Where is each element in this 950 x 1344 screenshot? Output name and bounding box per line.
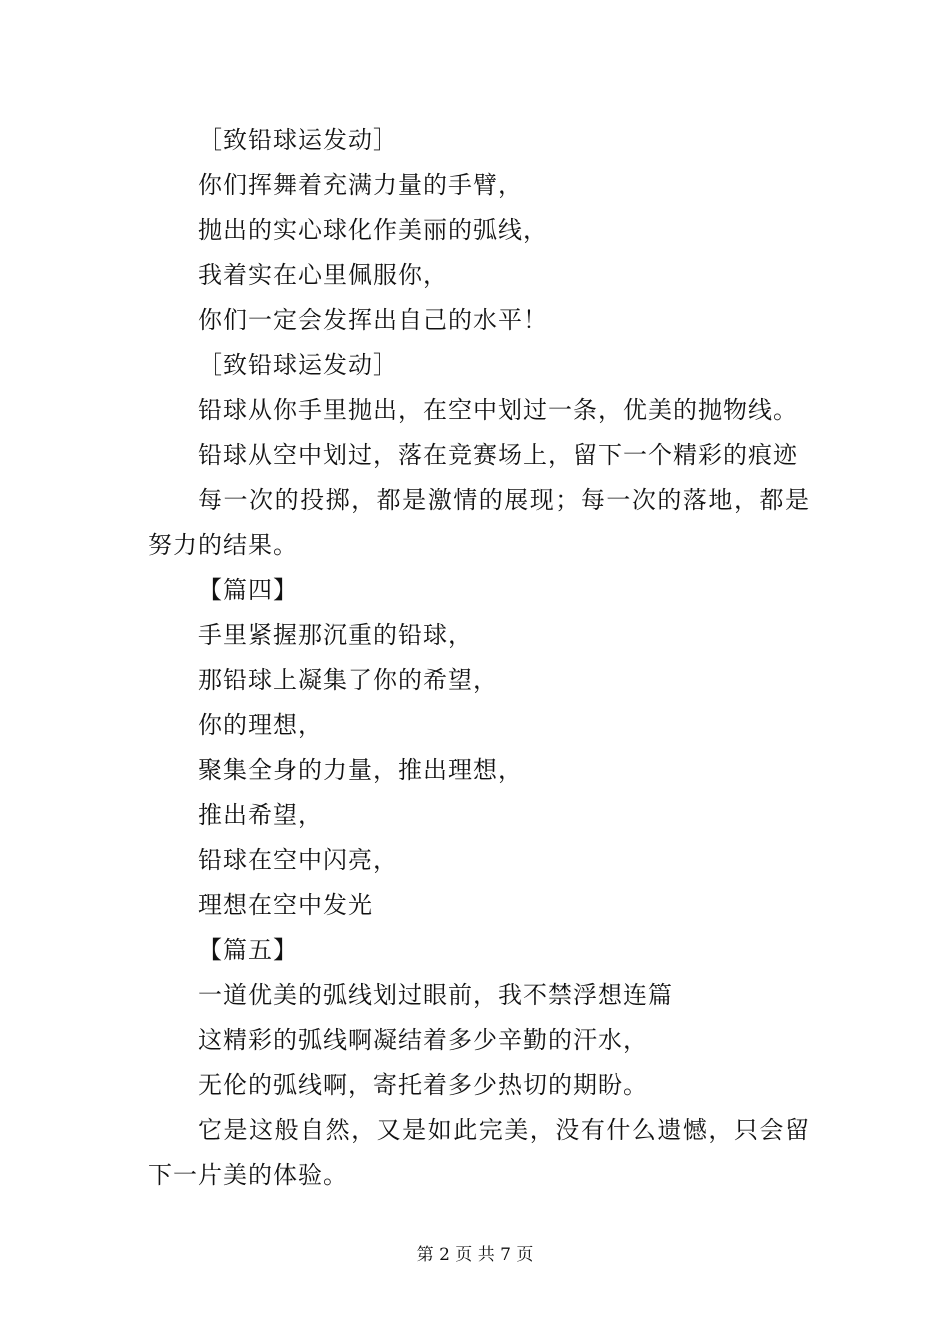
- document-body: [148, 118, 810, 1198]
- page-footer: 第 2 页 共 7 页: [416, 1245, 534, 1265]
- poem-line: 推出希望，: [198, 801, 323, 829]
- section-heading: 【篇四】: [198, 576, 298, 604]
- poem-line: 这精彩的弧线啊凝结着多少辛勤的汗水，: [198, 1026, 648, 1054]
- poem-line: 铅球在空中闪亮，: [198, 846, 398, 874]
- paragraph: 它是这般自然，又是如此完美，没有什么遗憾，只会留下一片美的体验。: [148, 1116, 810, 1189]
- section-heading: ［致铅球运发动］: [198, 351, 398, 379]
- poem-line: 聚集全身的力量，推出理想，: [198, 756, 523, 784]
- poem-line: 手里紧握那沉重的铅球，: [198, 621, 473, 649]
- poem-line: 铅球从空中划过，落在竞赛场上，留下一个精彩的痕迹: [198, 441, 798, 469]
- paragraph: 每一次的投掷，都是激情的展现；每一次的落地，都是努力的结果。: [148, 486, 810, 559]
- section-heading: 【篇五】: [198, 936, 298, 964]
- poem-line: 理想在空中发光: [198, 891, 373, 919]
- poem-line: 我着实在心里佩服你，: [198, 261, 448, 289]
- poem-line: 一道优美的弧线划过眼前，我不禁浮想连篇: [198, 981, 673, 1009]
- poem-line: 铅球从你手里抛出，在空中划过一条，优美的抛物线。: [198, 396, 798, 424]
- poem-line: 你们挥舞着充满力量的手臂，: [198, 171, 523, 199]
- poem-line: 那铅球上凝集了你的希望，: [198, 666, 498, 694]
- poem-line: 你们一定会发挥出自己的水平！: [198, 306, 548, 334]
- section-heading: ［致铅球运发动］: [198, 126, 398, 154]
- poem-line: 无伦的弧线啊，寄托着多少热切的期盼。: [198, 1071, 648, 1099]
- poem-line: 你的理想，: [198, 711, 323, 739]
- poem-line: 抛出的实心球化作美丽的弧线，: [198, 216, 548, 244]
